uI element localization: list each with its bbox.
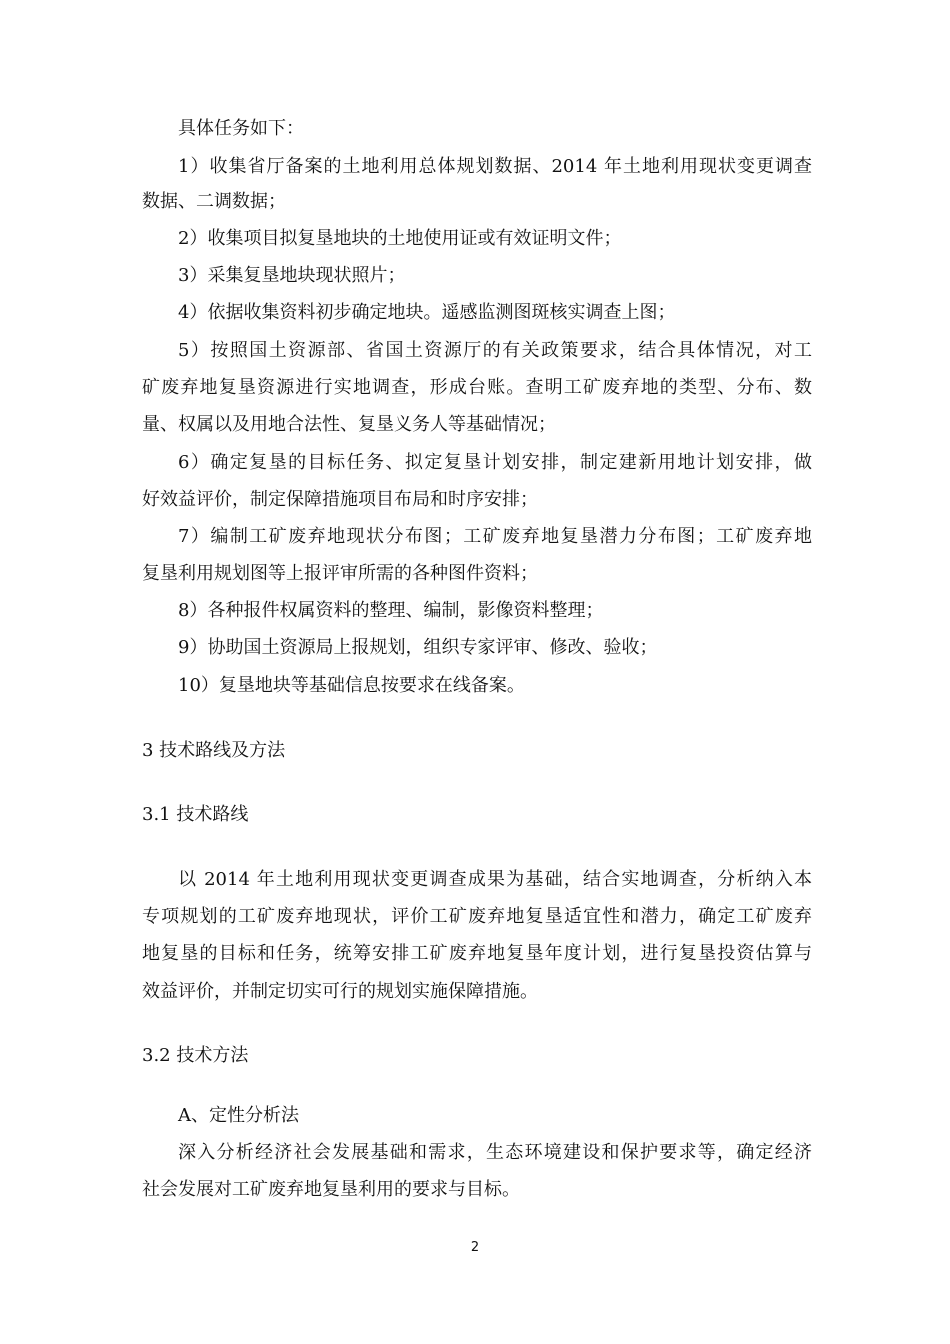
task-8: 8）各种报件权属资料的整理、编制，影像资料整理； [178,600,604,621]
task-5-line-2: 矿废弃地复垦资源进行实地调查，形成台账。查明工矿废弃地的类型、分布、数 [142,377,812,398]
route-line-4: 效益评价，并制定切实可行的规划实施保障措施。 [142,981,538,1002]
intro-text: 具体任务如下： [178,118,304,139]
task-6-line-1: 6）确定复垦的目标任务、拟定复垦计划安排，制定建新用地计划安排，做 [178,452,812,473]
method-a-line-2: 社会发展对工矿废弃地复垦利用的要求与目标。 [142,1179,520,1200]
task-9: 9）协助国土资源局上报规划，组织专家评审、修改、验收； [178,637,658,658]
task-4: 4）依据收集资料初步确定地块。遥感监测图斑核实调查上图； [178,302,676,323]
task-1-line-2: 数据、二调数据； [142,191,286,212]
task-5-line-1: 5）按照国土资源部、省国土资源厅的有关政策要求，结合具体情况，对工 [178,340,812,361]
task-3: 3）采集复垦地块现状照片； [178,265,406,286]
section-3-1-heading: 3.1 技术路线 [142,804,249,825]
task-6-line-2: 好效益评价，制定保障措施项目布局和时序安排； [142,489,538,510]
section-3-2-heading: 3.2 技术方法 [142,1045,249,1066]
task-2: 2）收集项目拟复垦地块的土地使用证或有效证明文件； [178,228,622,249]
task-7-line-2: 复垦利用规划图等上报评审所需的各种图件资料； [142,563,538,584]
route-line-3: 地复垦的目标和任务，统筹安排工矿废弃地复垦年度计划，进行复垦投资估算与 [142,943,812,964]
task-10: 10）复垦地块等基础信息按要求在线备案。 [178,675,525,696]
task-1-line-1: 1）收集省厅备案的土地利用总体规划数据、2014 年土地利用现状变更调查 [178,156,812,177]
route-line-2: 专项规划的工矿废弃地现状，评价工矿废弃地复垦适宜性和潜力，确定工矿废弃 [142,906,812,927]
section-3-heading: 3 技术路线及方法 [142,740,286,761]
task-7-line-1: 7）编制工矿废弃地现状分布图；工矿废弃地复垦潜力分布图；工矿废弃地 [178,526,812,547]
method-a-title: A、定性分析法 [178,1105,299,1126]
task-5-line-3: 量、权属以及用地合法性、复垦义务人等基础情况； [142,414,556,435]
method-a-line-1: 深入分析经济社会发展基础和需求，生态环境建设和保护要求等，确定经济 [178,1142,812,1163]
route-line-1: 以 2014 年土地利用现状变更调查成果为基础，结合实地调查，分析纳入本 [178,869,812,890]
page-number: 2 [470,1240,480,1255]
